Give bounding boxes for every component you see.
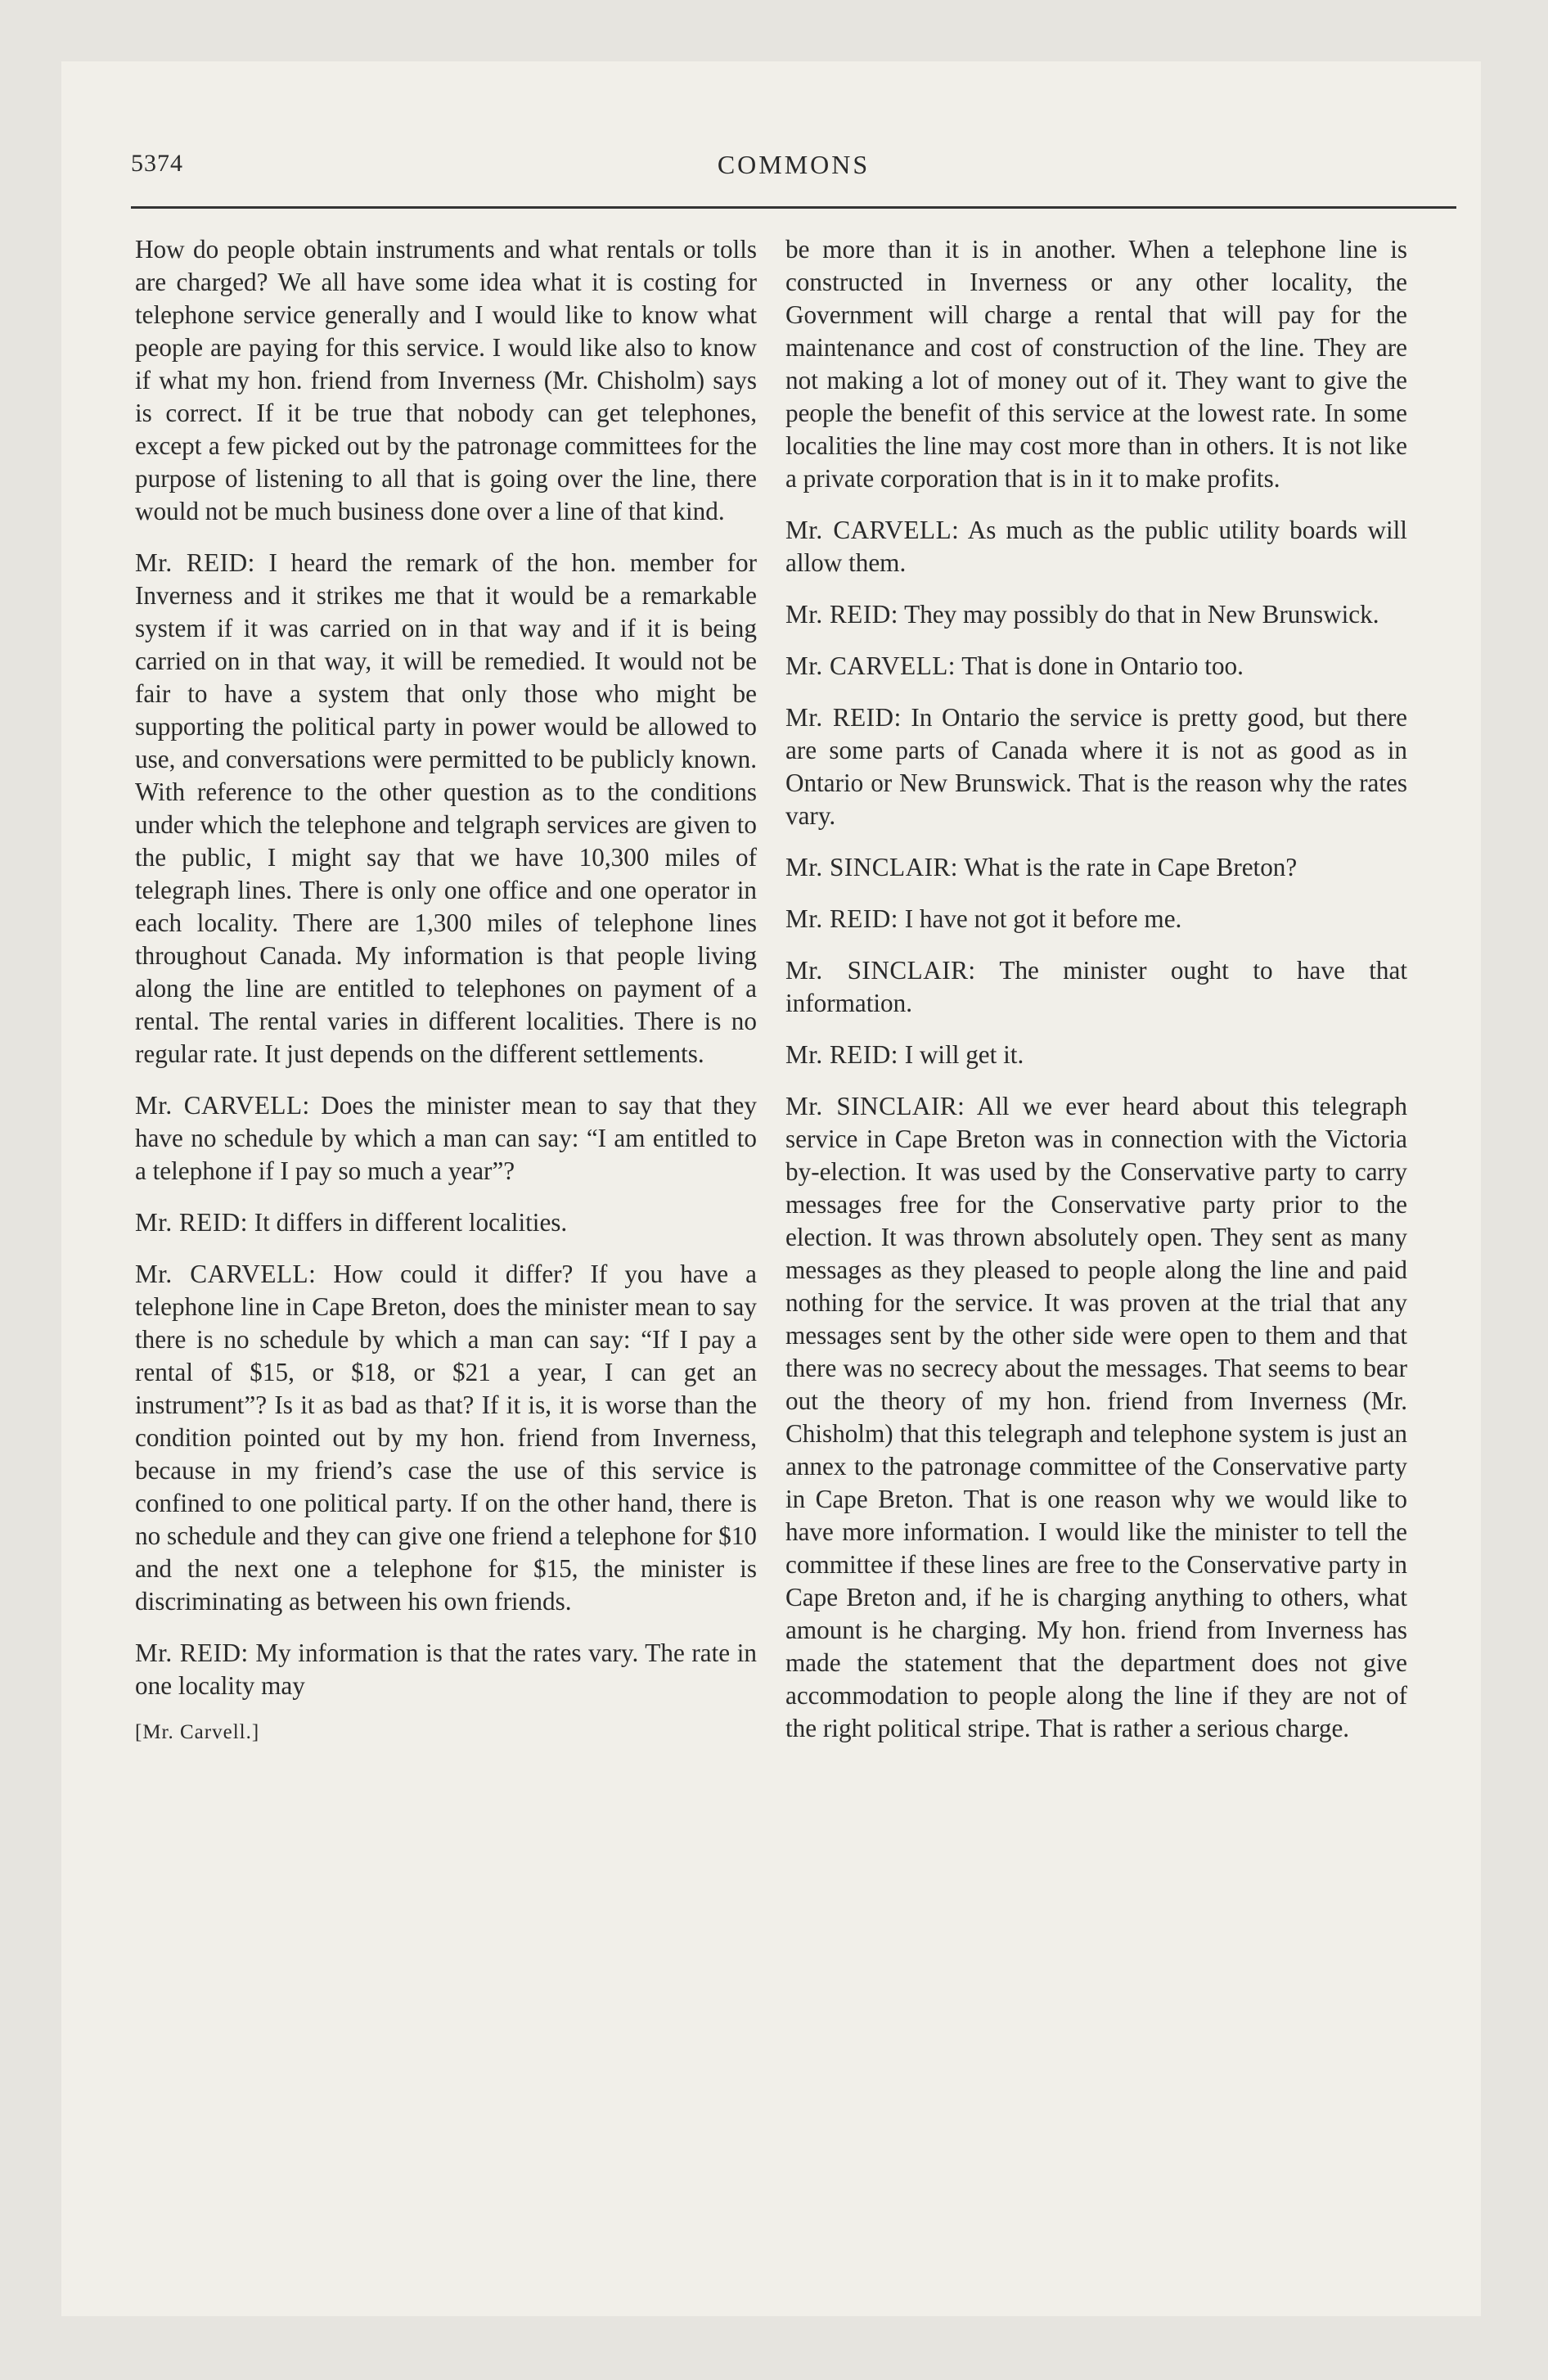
speaker-name: Mr. REID:	[785, 703, 902, 732]
paragraph	[135, 1206, 757, 1239]
running-head: COMMONS	[717, 150, 871, 179]
paragraph	[135, 547, 757, 1071]
speaker-name: Mr. REID:	[135, 1208, 248, 1237]
speaker-name: Mr. REID:	[785, 600, 898, 629]
header-rule	[131, 206, 1456, 209]
paragraph-text: They may possibly do that in New Brunswick.	[904, 600, 1379, 629]
speaker-name: Mr. SINCLAIR:	[785, 853, 958, 881]
paragraph-text: That is done in Ontario too.	[961, 651, 1244, 680]
paragraph	[785, 598, 1407, 631]
speaker-name: Mr. REID:	[785, 1040, 898, 1069]
page-header	[131, 150, 1456, 191]
paragraph	[135, 1258, 757, 1618]
paragraph-text: I heard the remark of the hon. member for Inverness and it strikes me that it would be a remarkable system if it was carried on in that way and if it is being carried on in that way, it will be remedied. It would not be fair to have a system that only those who might be supporting the political party in power would be allowed to use, and conversations were permitted to be publicly known. With reference to the other question as to the conditions under which the telephone and telgraph services are given to the public, I might say that we have 10,300 miles of telegraph lines. There is only one office and one operator in each locality. There are 1,300 miles of telephone lines throughout Canada. My information is that people living along the line are entitled to telephones on payment of a rental. The rental varies in different localities. There is no regular rate. It just depends on the different settlements.	[135, 548, 757, 1068]
document-page	[61, 61, 1481, 2316]
speaker-name: Mr. REID:	[135, 548, 255, 577]
paragraph	[785, 903, 1407, 935]
speaker-name: Mr. CARVELL:	[785, 651, 956, 680]
footer-note: [Mr. Carvell.]	[135, 1721, 260, 1743]
paragraph-text: In Ontario the service is pretty good, but there are some parts of Canada where it is not as good as in Ontario or New Brunswick. That is the reason why the rates vary.	[785, 703, 1407, 830]
paragraph-text: All we ever heard about this telegraph service in Cape Breton was in connection with the Victoria by-election. It was used by the Conservative party to carry messages free for the Conservative party prior to the election. It was thrown absolutely open. They sent as many messages as they pleased to people along the line and paid nothing for the service. It was proven at the trial that any messages sent by the other side were open to them and that there was no secrecy about the messages. That seems to bear out the theory of my hon. friend from Inverness (Mr. Chisholm) that this telegraph and telephone system is just an annex to the patronage committee of the Conservative party in Cape Breton. That is one reason why we would like to have more information. I would like the minister to tell the committee if these lines are free to the Conservative party in Cape Breton and, if he is charging anything to others, what amount is he charging. My hon. friend from Inverness has made the statement that the department does not give accommodation to people along the line if they are not of the right political stripe. That is rather a serious charge.	[785, 1092, 1407, 1742]
paragraph-text: I will get it.	[904, 1040, 1024, 1069]
paragraph	[135, 233, 757, 528]
right-column	[785, 233, 1407, 1764]
speaker-name: Mr. CARVELL:	[135, 1091, 310, 1120]
paragraph-text: The minister ought to have that information.	[785, 956, 1407, 1017]
paragraph-text: It differs in different localities.	[254, 1208, 568, 1237]
paragraph-text: My information is that the rates vary. The rate in one locality may	[135, 1639, 758, 1700]
left-column	[135, 233, 757, 1744]
paragraph	[785, 954, 1407, 1020]
speaker-name: Mr. SINCLAIR:	[785, 1092, 965, 1120]
paragraph	[785, 514, 1407, 579]
paragraph	[785, 1090, 1407, 1745]
speaker-name: Mr. REID:	[785, 904, 898, 933]
paragraph	[785, 1039, 1407, 1071]
speaker-name: Mr. SINCLAIR:	[785, 956, 976, 985]
paragraph-text: As much as the public utility boards will allow them.	[785, 516, 1407, 577]
paragraph	[135, 1089, 757, 1188]
paragraph-text: be more than it is in another. When a telephone line is constructed in Inverness or any other locality, the Government will charge a rental that will pay for the maintenance and cost of construction of the line. They are not making a lot of money out of it. They want to give the people the benefit of this service at the lowest rate. In some localities the line may cost more than in others. It is not like a private corporation that is in it to make profits.	[785, 235, 1407, 493]
speaker-name: Mr. CARVELL:	[135, 1260, 317, 1288]
paragraph	[785, 701, 1407, 832]
paragraph	[135, 1637, 757, 1702]
paragraph	[785, 233, 1407, 495]
paragraph-text: How do people obtain instruments and what rentals or tolls are charged? We all have some idea what it is costing for telephone service generally and I would like to know what people are paying for this service. I would like also to know if what my hon. friend from Inverness (Mr. Chisholm) says is correct. If it be true that nobody can get telephones, except a few picked out by the patronage committees for the purpose of listening to all that is going over the line, there would not be much business done over a line of that kind.	[135, 235, 757, 525]
paragraph-text: I have not got it before me.	[904, 904, 1182, 933]
paragraph-text: Does the minister mean to say that they have no schedule by which a man can say: “I am entitled to a telephone if I pay so much a year”?	[135, 1091, 757, 1185]
page-number: 5374	[131, 150, 183, 177]
paragraph	[785, 851, 1407, 884]
paragraph-text: What is the rate in Cape Breton?	[964, 853, 1298, 881]
speaker-name: Mr. REID:	[135, 1639, 249, 1667]
paragraph-text: How could it differ? If you have a telephone line in Cape Breton, does the minister mean to say there is no schedule by which a man can say: “If I pay a rental of $15, or $18, or $21 a year, I can get an instrument”? Is it as bad as that? If it is, it is worse than the condition pointed out by my hon. friend from Inverness, because in my friend’s case the use of this service is confined to one political party. If on the other hand, there is no schedule and they can give one friend a telephone for $10 and the next one a telephone for $15, the minister is discriminating as between his own friends.	[135, 1260, 758, 1616]
paragraph	[785, 650, 1407, 683]
speaker-name: Mr. CARVELL:	[785, 516, 960, 544]
